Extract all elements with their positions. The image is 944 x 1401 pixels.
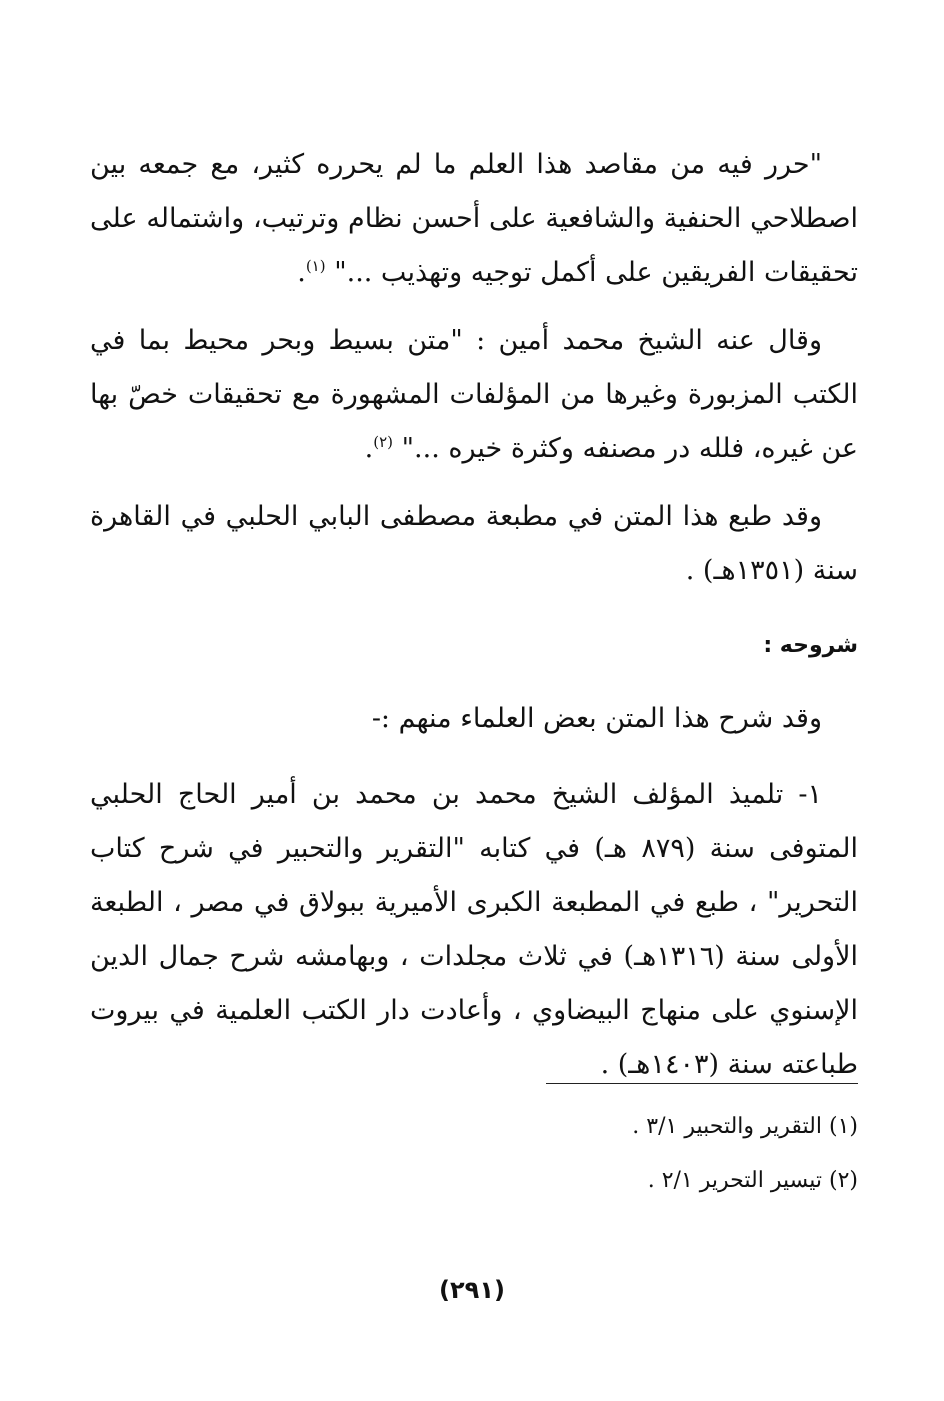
printing-text: وقد طبع هذا المتن في مطبعة مصطفى البابي الحلبي في القاهرة سنة (١٣٥١هـ) . (90, 501, 858, 586)
footnote-divider (546, 1083, 858, 1084)
footnote-ref-2: (٢) (373, 433, 394, 451)
footnotes (632, 1100, 858, 1208)
intro-text: وقد شرح هذا المتن بعض العلماء منهم :- (371, 703, 822, 734)
footnote-ref-1: (١) (305, 257, 326, 275)
commentary-item-1 (90, 768, 858, 1092)
footnote-2: (٢) تيسير التحرير ٢/١ . (647, 1168, 858, 1193)
intro-paragraph (90, 692, 858, 746)
page-body (90, 138, 858, 1092)
footnote-1: (١) التقرير والتحبير ٣/١ . (632, 1114, 858, 1139)
page-number: (٢٩١) (439, 1276, 505, 1304)
quote-text-2: وقال عنه الشيخ محمد أمين : "متن بسيط وبحر محيط بما في الكتب المزبورة وغيرها من المؤلفات المشهورة مع تحقيقات خصّ بها عن غيره، فلله در مصنفه وكثرة خيره ..." (90, 325, 858, 464)
quote-paragraph-1 (90, 138, 858, 300)
commentary-text-1: ١- تلميذ المؤلف الشيخ محمد بن محمد بن أمير الحاج الحلبي المتوفى سنة (٨٧٩ هـ) في كتابه "التقرير والتحبير في شرح كتاب التحرير" ، طبع في المطبعة الكبرى الأميرية ببولاق في مصر ، الطبعة الأولى سنة (١٣١٦هـ) في ثلاث مجلدات ، وبهامشه شرح جمال الدين الإسنوي على منهاج البيضاوي ، وأعادت دار الكتب العلمية في بيروت طباعته سنة (١٤٠٣هـ) . (90, 779, 858, 1080)
section-heading: شروحه : (763, 633, 858, 658)
printing-paragraph (90, 490, 858, 598)
quote-text-1: "حرر فيه من مقاصد هذا العلم ما لم يحرره كثير، مع جمعه بين اصطلاحي الحنفية والشافعية على أحسن نظام وترتيب، واشتماله على تحقيقات الفريقين على أكمل توجيه وتهذيب ..." (90, 149, 858, 288)
quote-paragraph-2 (90, 314, 858, 476)
sentence-end-2: . (364, 433, 374, 464)
sentence-end-1: . (297, 257, 306, 288)
